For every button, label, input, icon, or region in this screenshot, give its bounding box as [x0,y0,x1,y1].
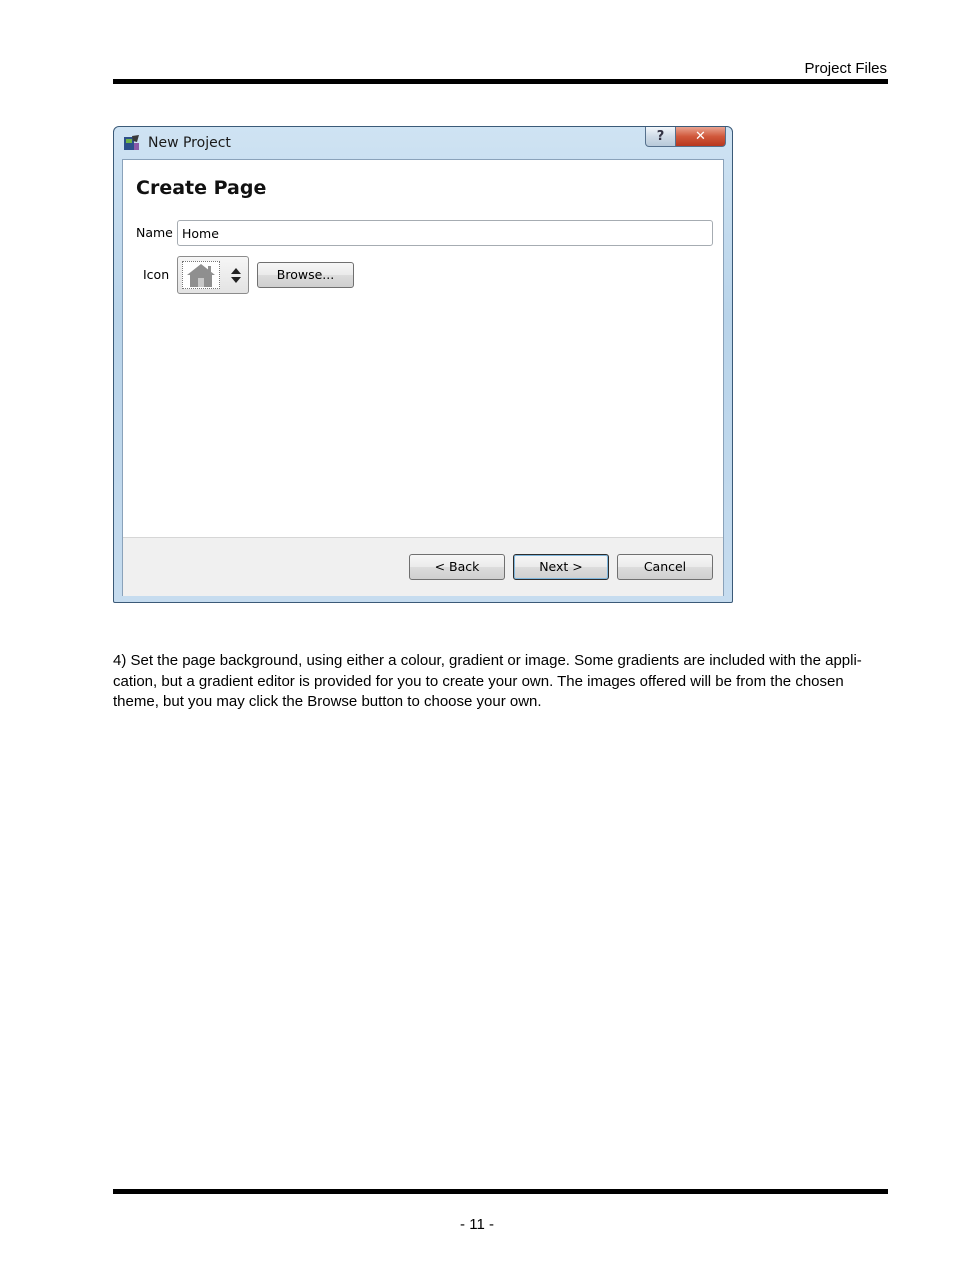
new-project-dialog [113,126,733,603]
wizard-page-title: Create Page [136,177,267,199]
up-down-arrows-icon[interactable] [229,262,243,288]
body-paragraph: 4) Set the page background, using either a colour, gradient or image. Some gradients are included with the appli-cation, but a gradient editor is provided for you to create your own. The images offered will be from the chosen theme, but you may click the Browse button to choose your own. [113,652,862,710]
help-icon: ? [656,129,665,144]
dialog-client-area [122,159,724,596]
close-button[interactable] [675,127,726,147]
name-label: Name [136,225,173,240]
app-icon [123,134,141,152]
title-bar[interactable] [114,127,732,159]
close-icon: ✕ [695,129,706,144]
help-button[interactable] [645,127,676,147]
header-section-title: Project Files [804,60,887,77]
page-number: - 11 - [460,1216,494,1233]
cancel-button[interactable]: Cancel [617,554,713,580]
icon-selector[interactable] [177,256,249,294]
next-button[interactable]: Next > [513,554,609,580]
browse-button[interactable]: Browse... [257,262,354,288]
footer-rule [113,1189,888,1194]
house-icon [183,262,219,288]
header-rule [113,79,888,84]
name-input[interactable] [177,220,713,246]
window-title: New Project [148,135,231,151]
icon-preview [182,261,220,289]
icon-label: Icon [143,267,170,282]
dialog-button-bar [123,537,723,596]
back-button[interactable]: < Back [409,554,505,580]
